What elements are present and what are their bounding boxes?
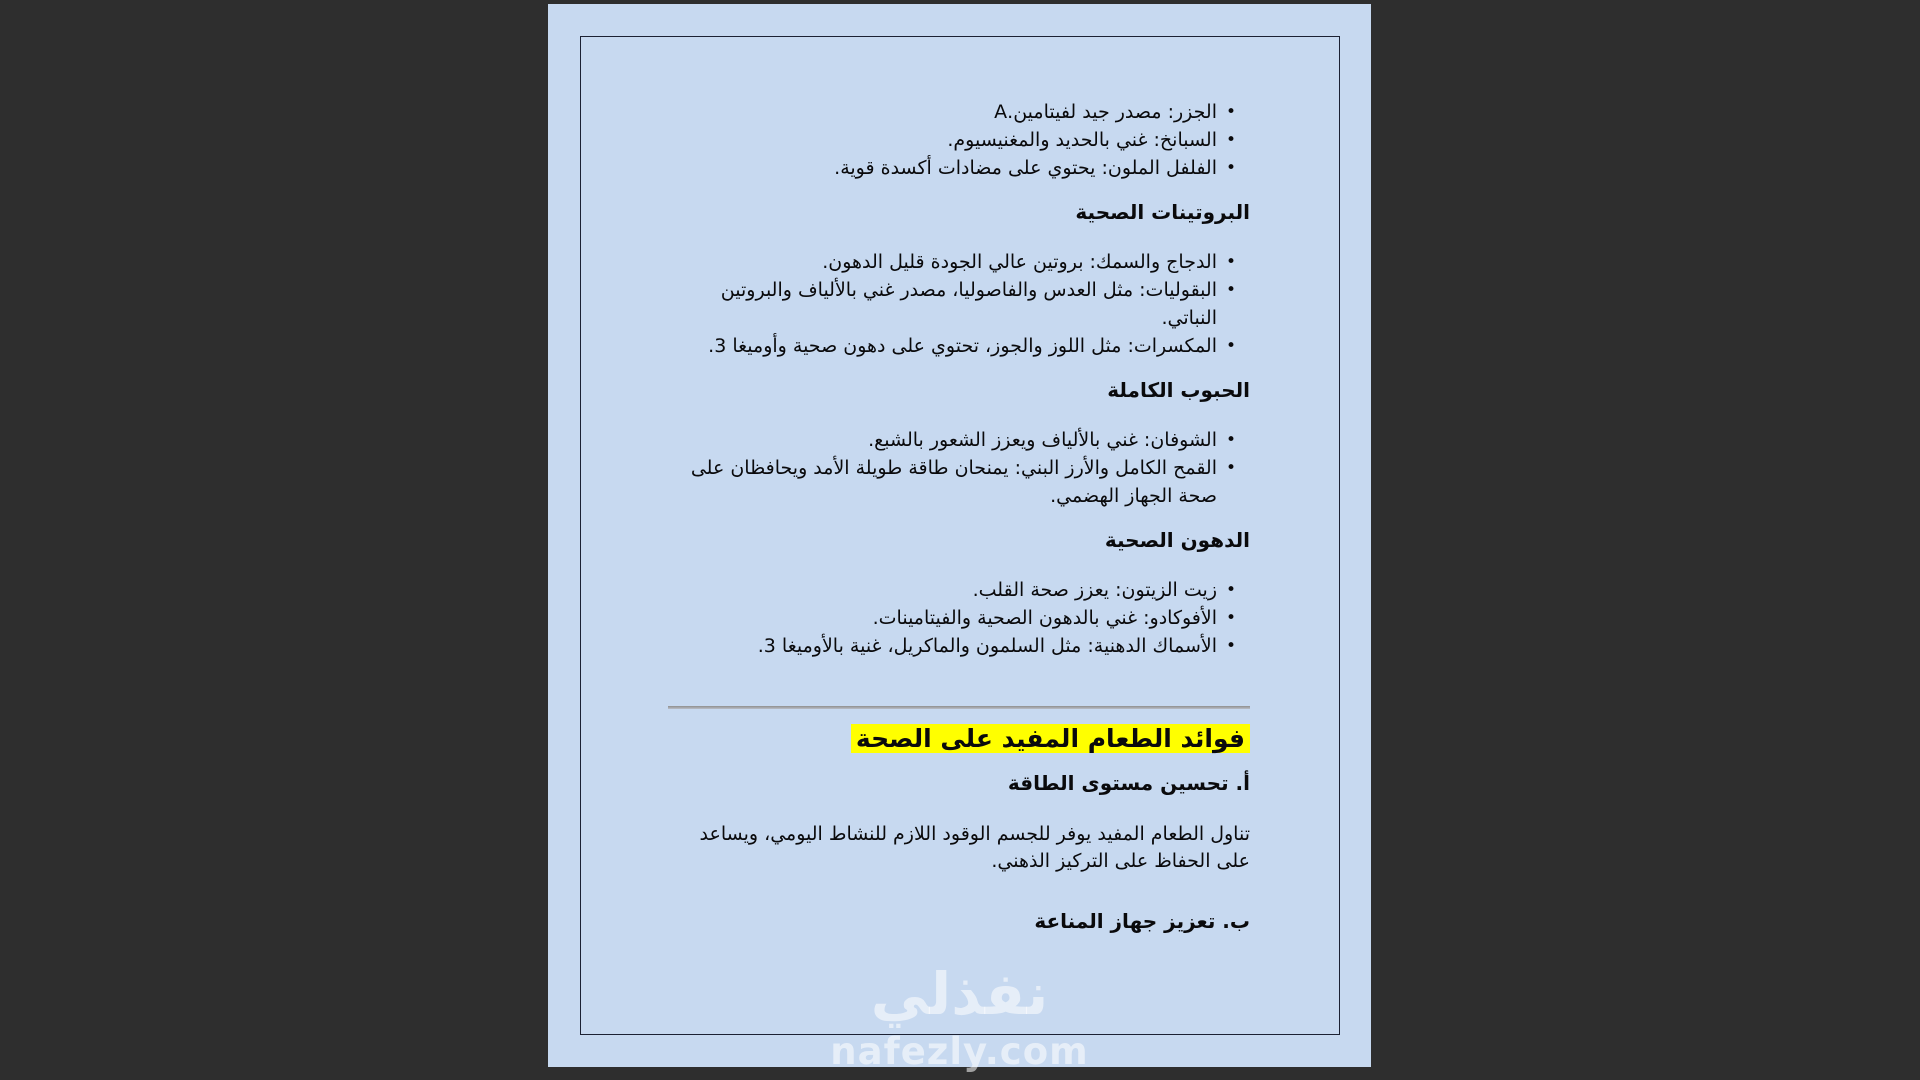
list-item-chicken-fish: • الدجاج والسمك: بروتين عالي الجودة قليل الدهون. (668, 248, 1250, 276)
list-item-avocado: • الأفوكادو: غني بالدهون الصحية والفيتامينات. (668, 604, 1250, 632)
heading-healthy-fats: الدهون الصحية (1104, 528, 1250, 552)
sub-heading-energy: أ. تحسين مستوى الطاقة (1007, 771, 1250, 795)
watermark (548, 960, 1371, 1073)
heading-healthy-proteins: البروتينات الصحية (1075, 200, 1250, 224)
fats-list (668, 576, 1250, 660)
horizontal-rule (668, 706, 1250, 709)
document-page[interactable] (548, 4, 1371, 1073)
highlighted-heading-text: فوائد الطعام المفيد على الصحة (851, 724, 1250, 753)
watermark-domain: nafezly.com (830, 1030, 1089, 1073)
list-item-carrots: • الجزر: مصدر جيد لفيتامين.A (668, 98, 1250, 126)
list-item-spinach: • السبانخ: غني بالحديد والمغنيسيوم. (668, 126, 1250, 154)
list-item-legumes: • البقوليات: مثل العدس والفاصوليا، مصدر غني بالألياف والبروتين النباتي. (668, 276, 1250, 332)
watermark-brand-arabic: نفذلي (870, 960, 1049, 1028)
grains-list (668, 426, 1250, 510)
list-item-olive-oil: • زيت الزيتون: يعزز صحة القلب. (668, 576, 1250, 604)
paragraph-energy: تناول الطعام المفيد يوفر للجسم الوقود اللازم للنشاط اليومي، ويساعد على الحفاظ على التركيز الذهني. (699, 823, 1250, 872)
proteins-list (668, 248, 1250, 360)
heading-whole-grains: الحبوب الكاملة (1107, 378, 1250, 402)
vegetables-list (668, 98, 1250, 182)
list-item-wheat-rice: • القمح الكامل والأرز البني: يمنحان طاقة طويلة الأمد ويحافظان على صحة الجهاز الهضمي. (668, 454, 1250, 510)
list-item-oats: • الشوفان: غني بالألياف ويعزز الشعور بالشبع. (668, 426, 1250, 454)
benefits-heading (668, 721, 1250, 756)
list-item-peppers: • الفلفل الملون: يحتوي على مضادات أكسدة قوية. (668, 154, 1250, 182)
sub-heading-immunity: ب. تعزيز جهاز المناعة (1034, 909, 1250, 933)
document-content (668, 98, 1250, 959)
list-item-fatty-fish: • الأسماك الدهنية: مثل السلمون والماكريل، غنية بالأوميغا 3. (668, 632, 1250, 660)
list-item-nuts: • المكسرات: مثل اللوز والجوز، تحتوي على دهون صحية وأوميغا 3. (668, 332, 1250, 360)
